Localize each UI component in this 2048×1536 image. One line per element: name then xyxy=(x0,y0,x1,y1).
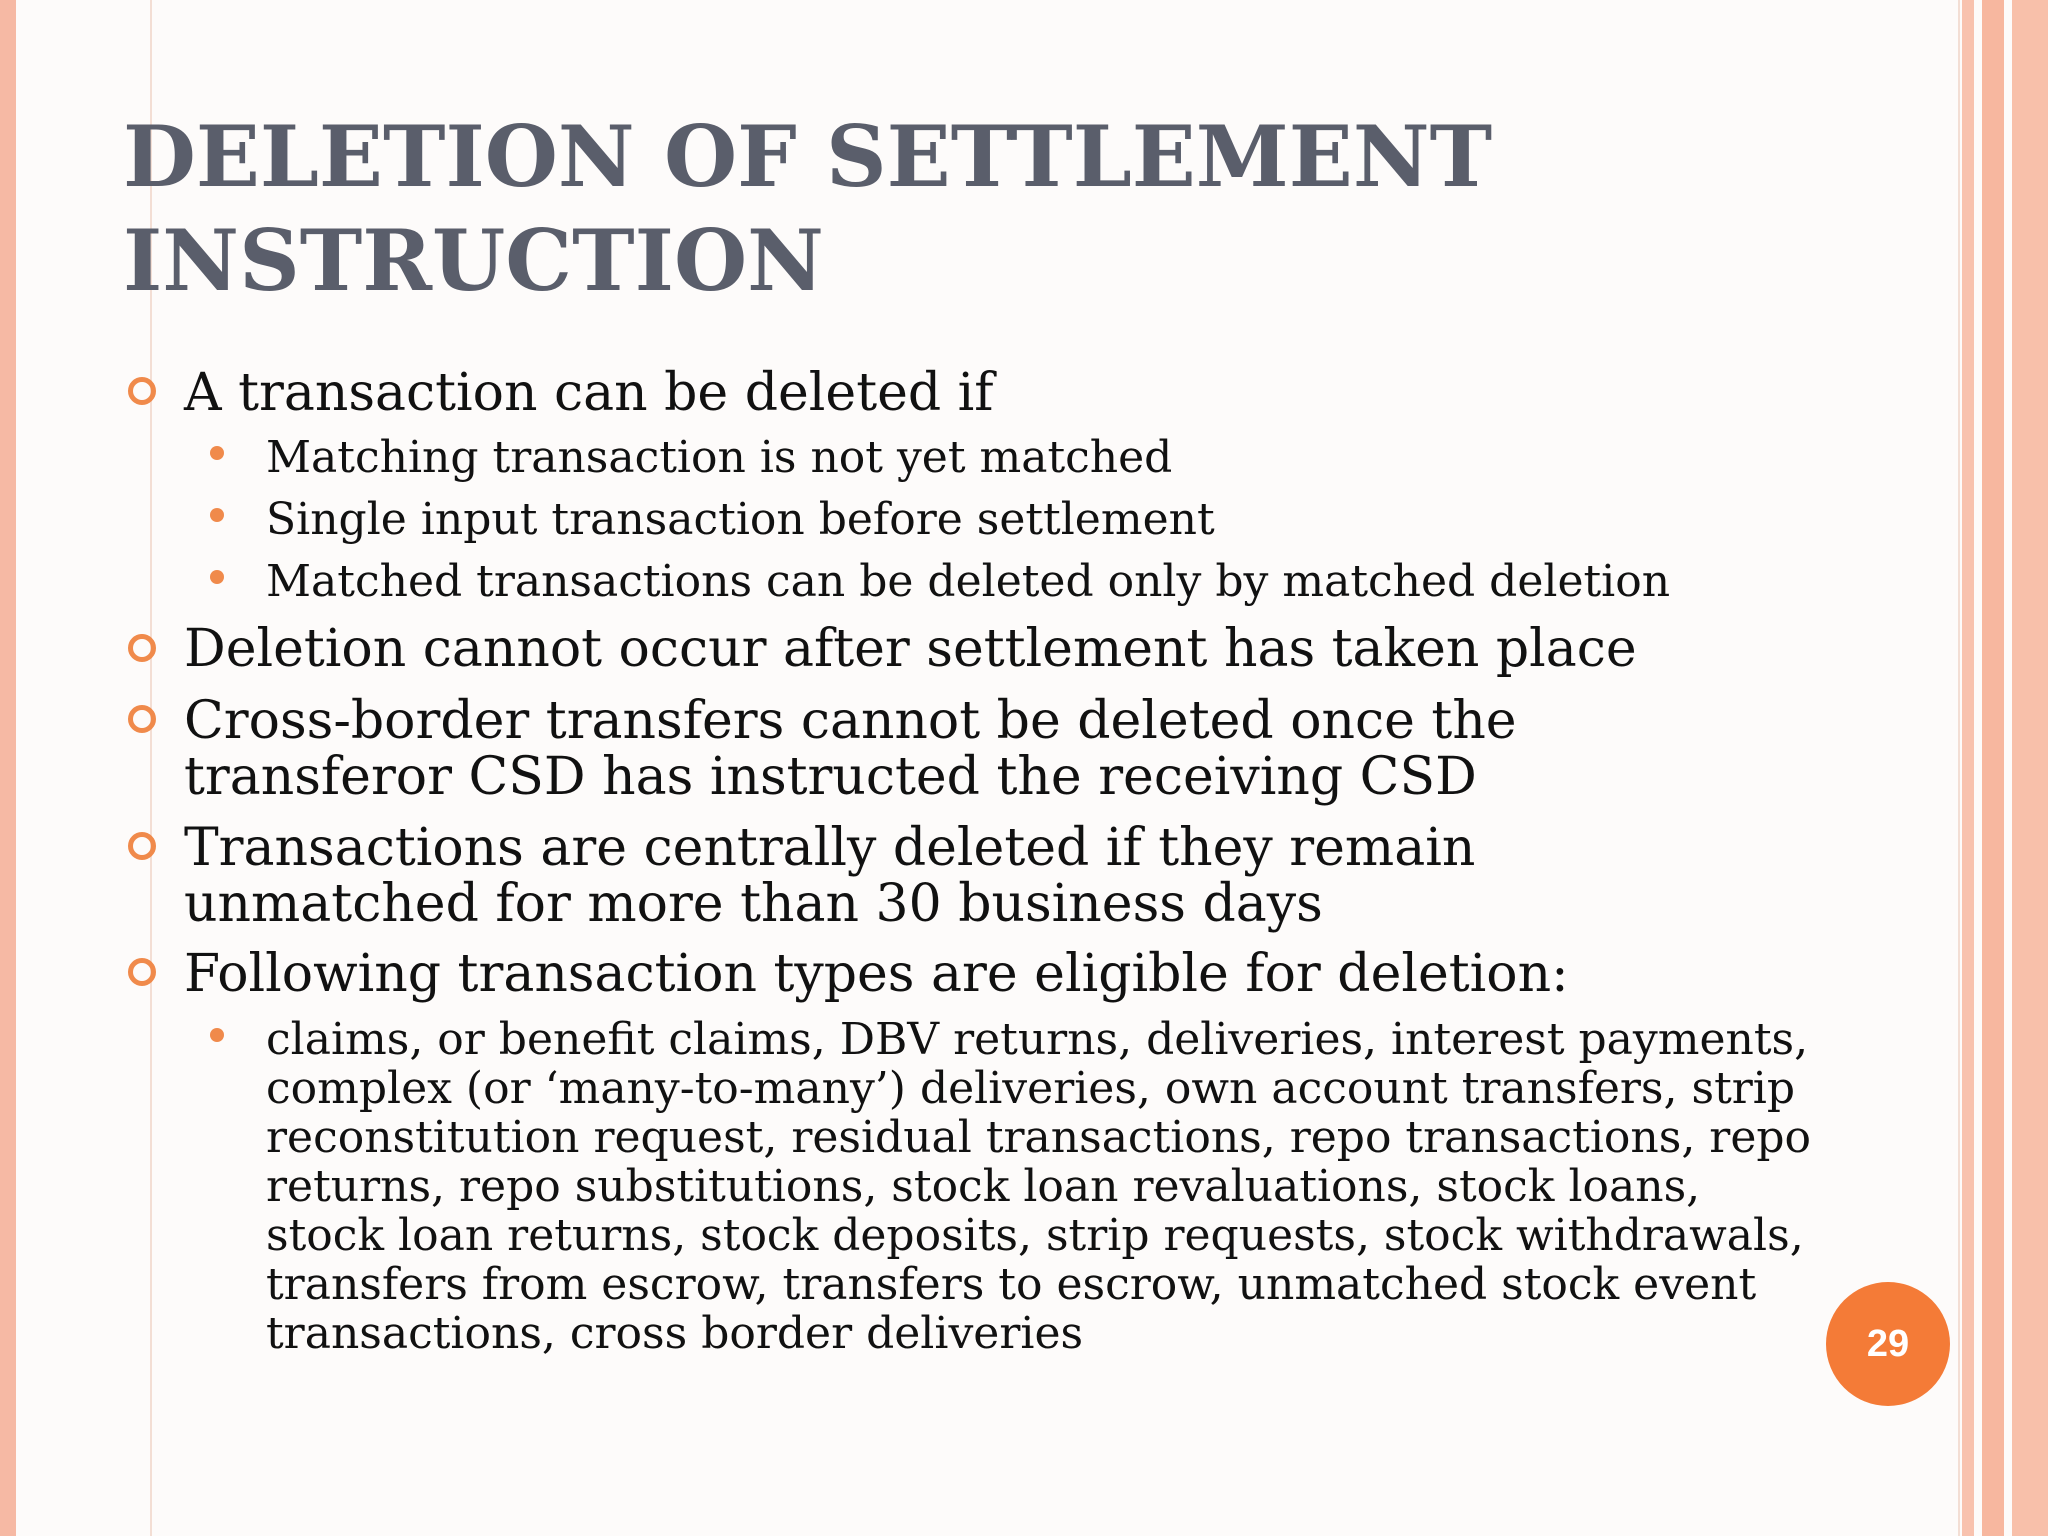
dot-bullet-icon xyxy=(210,1028,224,1042)
sub-bullet-item: claims, or benefit claims, DBV returns, deliveries, interest payments, complex (or ‘many-to-many’) deliveries, own account transfers, strip reconstitution request, residual transactions, repo transactions, repo returns, repo substitutions, stock loan revaluations, stock loans, stock loan returns, stock deposits, strip requests, stock withdrawals, transfers from escrow, transfers to escrow, unmatched stock event transactions, cross border deliveries xyxy=(266,1014,1812,1359)
dot-bullet-icon xyxy=(210,508,224,522)
page-number-badge: 29 xyxy=(1826,1282,1950,1406)
right-border-band xyxy=(1982,0,2004,1536)
ring-bullet-icon xyxy=(128,832,156,860)
bullet-item: Deletion cannot occur after settlement has taken place xyxy=(184,619,1637,679)
bullet-item: Cross-border transfers cannot be deleted once the transferor CSD has instructed the receiving CSD xyxy=(184,691,1517,807)
right-border-band xyxy=(2012,0,2048,1536)
sub-bullet-item: Single input transaction before settlement xyxy=(266,494,1215,545)
dot-bullet-icon xyxy=(210,570,224,584)
bullet-item: A transaction can be deleted if xyxy=(184,363,994,423)
ring-bullet-icon xyxy=(128,634,156,662)
slide-title: DELETION OF SETTLEMENT INSTRUCTION xyxy=(123,107,1493,310)
dot-bullet-icon xyxy=(210,446,224,460)
ring-bullet-icon xyxy=(128,705,156,733)
sub-bullet-item: Matching transaction is not yet matched xyxy=(266,432,1173,483)
sub-bullet-item: Matched transactions can be deleted only by matched deletion xyxy=(266,556,1671,607)
bullet-item: Transactions are centrally deleted if they remain unmatched for more than 30 business days xyxy=(184,818,1476,934)
right-border-band xyxy=(1962,0,1974,1536)
right-guide-line xyxy=(1958,0,1960,1536)
bullet-item: Following transaction types are eligible for deletion: xyxy=(184,944,1569,1004)
ring-bullet-icon xyxy=(128,958,156,986)
ring-bullet-icon xyxy=(128,377,156,405)
